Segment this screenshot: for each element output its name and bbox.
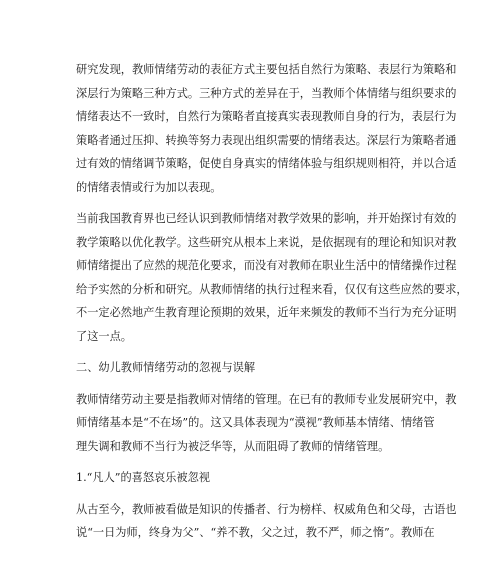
text-line: 教师情绪劳动主要是指教师对情绪的管理。在已有的教师专业发展研究中，教 [76, 392, 457, 406]
text-line: 不一定必然地产生教育理论预期的效果，近年来频发的教师不当行为充分证明 [76, 306, 457, 319]
paragraph-education-field-awareness [76, 207, 468, 348]
document-body [76, 58, 468, 553]
paragraph-emotional-labor-strategies [76, 58, 457, 199]
paragraph-section-intro [76, 388, 457, 459]
text-line: 深层行为策略三种方式。三种方式的差异在于，当教师个体情绪与组织要求的 [76, 86, 457, 100]
section-heading: 二、幼儿教师情绪劳动的忽视与误解 [76, 361, 256, 374]
text-line: 策略者通过压抑、转换等努力表现出组织需要的情绪表达。深层行为策略者通 [76, 133, 457, 147]
text-line: 理失调和教师不当行为被泛华等，从而阻碍了教师的情绪管理。 [76, 439, 390, 453]
text-line: 教学策略以优化教学。这些研究从根本上来说，是依据现有的理论和知识对教 [76, 235, 457, 249]
text-line: 说“一日为师，终身为父”、“养不教，父之过，教不严，师之惰”。教师在 [76, 526, 435, 539]
text-line: 师情绪基本是“不在场”的。这又具体表现为“漠视”教师基本情绪、情绪管 [76, 416, 435, 429]
text-line: 研究发现，教师情绪劳动的表征方式主要包括自然行为策略、表层行为策略和 [76, 63, 457, 76]
text-line: 师情绪提出了应然的规范化要求，而没有对教师在职业生活中的情绪操作过程 [76, 259, 457, 272]
text-line: 从古至今，教师被看做是知识的传播者、行为榜样、权威角色和父母，古语也 [76, 502, 457, 516]
text-line: 的情绪表情或行为加以表现。 [76, 180, 222, 194]
subsection-heading: 1.“凡人”的喜怒哀乐被忽视 [76, 471, 210, 484]
paragraph-subsection-body [76, 498, 457, 545]
text-line: 情绪表达不一致时，自然行为策略者直接真实表现教师自身的行为，表层行为 [76, 110, 457, 123]
text-line: 了这一点。 [76, 329, 132, 343]
text-line: 过有效的情绪调节策略，促使自身真实的情绪体验与组织规则相符，并以合适 [76, 157, 457, 170]
text-line: 当前我国教育界也已经认识到教师情绪对教学效果的影响，并开始探讨有效的 [76, 212, 457, 225]
text-line: 给予实然的分析和研究。从教师情绪的执行过程来看，仅仅有这些应然的要求， [76, 282, 468, 296]
